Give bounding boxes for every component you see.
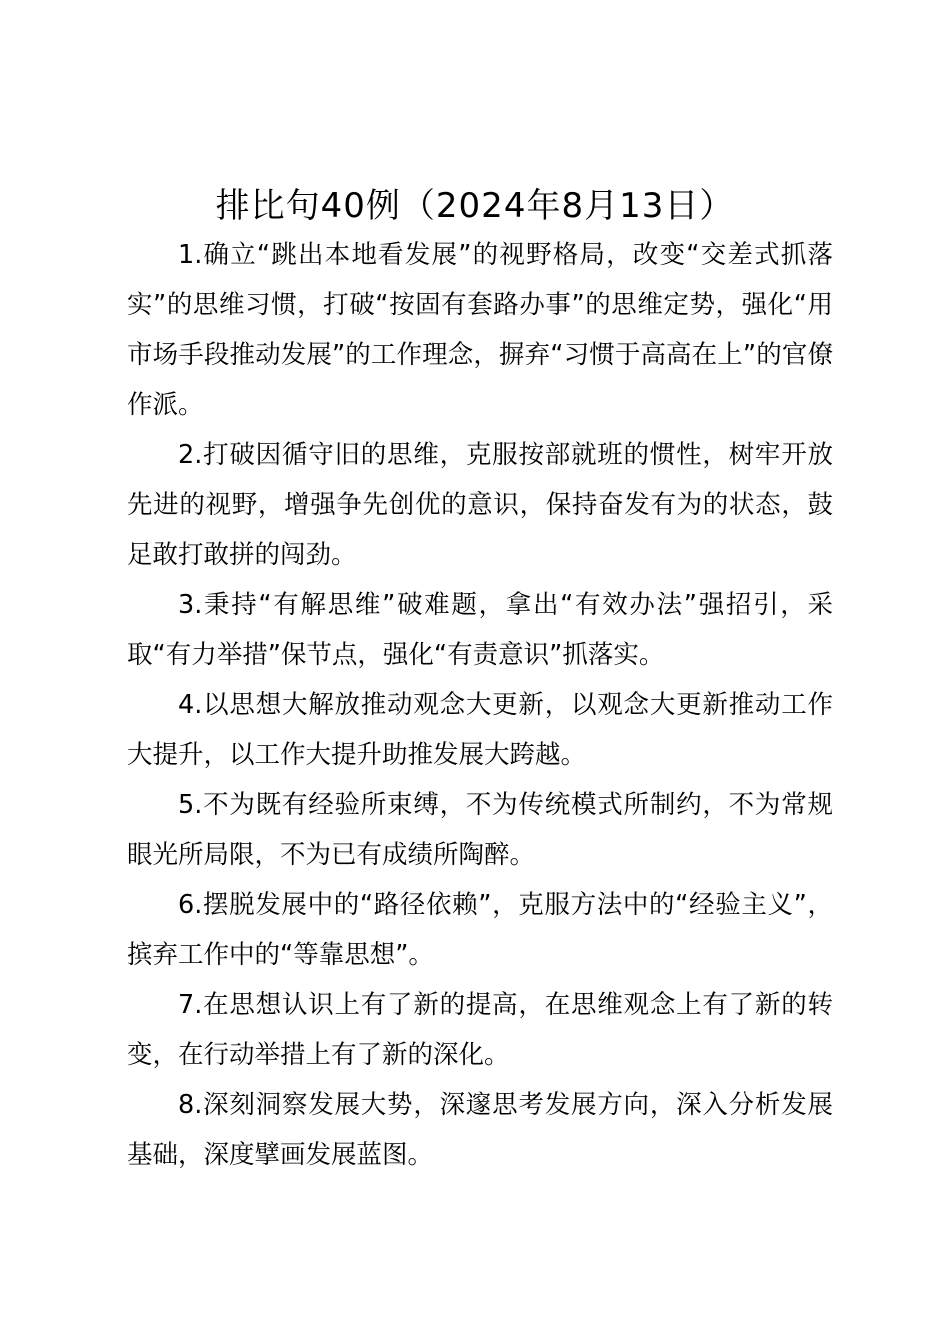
paragraph-3: 3.秉持“有解思维”破难题，拿出“有效办法”强招引，采取“有力举措”保节点，强化“有责意识”抓落实。 <box>127 590 833 670</box>
paragraph-1: 1.确立“跳出本地看发展”的视野格局，改变“交差式抓落实”的思维习惯，打破“按固有套路办事”的思维定势，强化“用市场手段推动发展”的工作理念，摒弃“习惯于高高在上”的官僚作派。 <box>127 240 833 420</box>
document-title: 排比句40例（2024年8月13日） <box>215 186 735 226</box>
paragraph-8: 8.深刻洞察发展大势，深邃思考发展方向，深入分析发展基础，深度擘画发展蓝图。 <box>127 1090 833 1170</box>
paragraph-2: 2.打破因循守旧的思维，克服按部就班的惯性，树牢开放先进的视野，增强争先创优的意识，保持奋发有为的状态，鼓足敢打敢拼的闯劲。 <box>127 440 833 570</box>
document-body <box>127 230 833 1180</box>
paragraph-5: 5.不为既有经验所束缚，不为传统模式所制约，不为常规眼光所局限，不为已有成绩所陶醉。 <box>127 790 833 870</box>
paragraph-7: 7.在思想认识上有了新的提高，在思维观念上有了新的转变，在行动举措上有了新的深化。 <box>127 990 833 1070</box>
paragraph-6: 6.摆脱发展中的“路径依赖”，克服方法中的“经验主义”，摈弃工作中的“等靠思想”。 <box>127 890 833 970</box>
paragraph-4: 4.以思想大解放推动观念大更新，以观念大更新推动工作大提升，以工作大提升助推发展大跨越。 <box>127 690 833 770</box>
